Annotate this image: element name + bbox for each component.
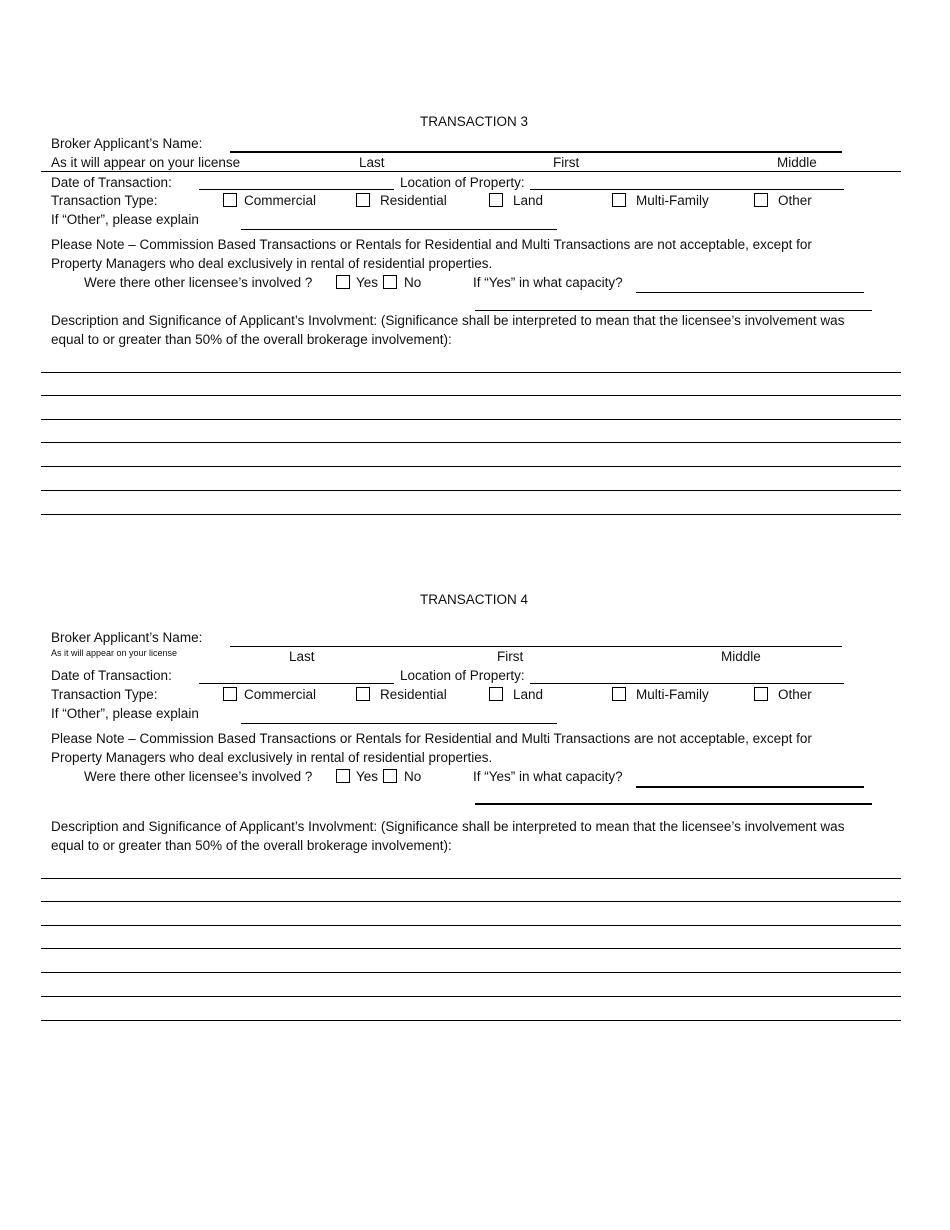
description-line-1: Description and Significance of Applicant’s Involvment: (Significance shall be interpreted to mean that the licensee’s involvement was (51, 313, 845, 328)
type-label: Transaction Type: (51, 687, 158, 702)
description-blank-line[interactable] (41, 948, 901, 949)
note-line-1: Please Note – Commission Based Transactions or Rentals for Residential and Multi Transactions are not acceptable, except for (51, 237, 812, 252)
description-blank-line[interactable] (41, 901, 901, 902)
multi-family-label: Multi-Family (636, 193, 709, 208)
no-checkbox[interactable] (383, 769, 397, 783)
licensee-question: Were there other licensee’s involved ? (84, 275, 313, 290)
capacity-field-line-2[interactable] (475, 310, 872, 311)
land-checkbox[interactable] (489, 193, 503, 207)
broker-name-label: Broker Applicant’s Name: (51, 136, 203, 151)
name-middle-caption: Middle (777, 155, 817, 170)
description-blank-line[interactable] (41, 442, 901, 443)
other-label: Other (778, 687, 812, 702)
type-label: Transaction Type: (51, 193, 158, 208)
other-explain-label: If “Other”, please explain (51, 212, 199, 227)
transaction-title: TRANSACTION 3 (420, 114, 529, 129)
description-blank-line[interactable] (41, 419, 901, 420)
no-label: No (404, 769, 422, 784)
location-label: Location of Property: (400, 175, 525, 190)
name-last-caption: Last (359, 155, 385, 170)
broker-name-field[interactable] (230, 646, 842, 647)
date-field[interactable] (199, 189, 394, 190)
name-middle-caption: Middle (721, 649, 761, 664)
land-label: Land (513, 687, 544, 702)
licensee-question: Were there other licensee’s involved ? (84, 769, 313, 784)
transaction-title: TRANSACTION 4 (420, 592, 529, 607)
date-field[interactable] (199, 683, 394, 684)
capacity-field[interactable] (636, 292, 864, 293)
residential-label: Residential (380, 687, 447, 702)
other-explain-field[interactable] (241, 723, 557, 724)
multi-family-checkbox[interactable] (612, 687, 626, 701)
no-label: No (404, 275, 422, 290)
license-note: As it will appear on your license (51, 648, 178, 658)
description-blank-line[interactable] (41, 514, 901, 515)
description-blank-line[interactable] (41, 972, 901, 973)
multi-family-checkbox[interactable] (612, 193, 626, 207)
broker-name-field[interactable] (230, 151, 842, 153)
description-blank-line[interactable] (41, 1020, 901, 1021)
yes-checkbox[interactable] (336, 275, 350, 289)
description-blank-line[interactable] (41, 372, 901, 373)
residential-label: Residential (380, 193, 447, 208)
location-label: Location of Property: (400, 668, 525, 683)
land-checkbox[interactable] (489, 687, 503, 701)
location-field[interactable] (530, 189, 844, 190)
other-label: Other (778, 193, 812, 208)
broker-name-label: Broker Applicant’s Name: (51, 630, 203, 645)
other-checkbox[interactable] (754, 687, 768, 701)
description-line-2: equal to or greater than 50% of the overall brokerage involvement): (51, 838, 452, 853)
commercial-label: Commercial (244, 193, 317, 208)
no-checkbox[interactable] (383, 275, 397, 289)
note-line-1: Please Note – Commission Based Transactions or Rentals for Residential and Multi Transactions are not acceptable, except for (51, 731, 812, 746)
description-blank-line[interactable] (41, 466, 901, 467)
note-line-2: Property Managers who deal exclusively in rental of residential properties. (51, 750, 493, 765)
description-blank-line[interactable] (41, 878, 901, 879)
divider (41, 171, 901, 172)
description-blank-line[interactable] (41, 925, 901, 926)
residential-checkbox[interactable] (356, 687, 370, 701)
capacity-field-line-2[interactable] (475, 803, 872, 805)
yes-checkbox[interactable] (336, 769, 350, 783)
capacity-label: If “Yes” in what capacity? (473, 769, 623, 784)
land-label: Land (513, 193, 544, 208)
commercial-label: Commercial (244, 687, 317, 702)
capacity-label: If “Yes” in what capacity? (473, 275, 623, 290)
name-first-caption: First (497, 649, 524, 664)
description-line-2: equal to or greater than 50% of the overall brokerage involvement): (51, 332, 452, 347)
location-field[interactable] (530, 683, 844, 684)
description-blank-line[interactable] (41, 996, 901, 997)
date-label: Date of Transaction: (51, 668, 172, 683)
other-explain-field[interactable] (241, 229, 557, 230)
multi-family-label: Multi-Family (636, 687, 709, 702)
yes-label: Yes (356, 275, 379, 290)
description-blank-line[interactable] (41, 490, 901, 491)
name-last-caption: Last (289, 649, 315, 664)
license-note: As it will appear on your license (51, 155, 241, 170)
date-label: Date of Transaction: (51, 175, 172, 190)
note-line-2: Property Managers who deal exclusively in rental of residential properties. (51, 256, 493, 271)
residential-checkbox[interactable] (356, 193, 370, 207)
description-line-1: Description and Significance of Applicant’s Involvment: (Significance shall be interpreted to mean that the licensee’s involvement was (51, 819, 845, 834)
yes-label: Yes (356, 769, 379, 784)
commercial-checkbox[interactable] (223, 193, 237, 207)
other-explain-label: If “Other”, please explain (51, 706, 199, 721)
commercial-checkbox[interactable] (223, 687, 237, 701)
capacity-field[interactable] (636, 786, 864, 788)
name-first-caption: First (553, 155, 580, 170)
description-blank-line[interactable] (41, 395, 901, 396)
other-checkbox[interactable] (754, 193, 768, 207)
